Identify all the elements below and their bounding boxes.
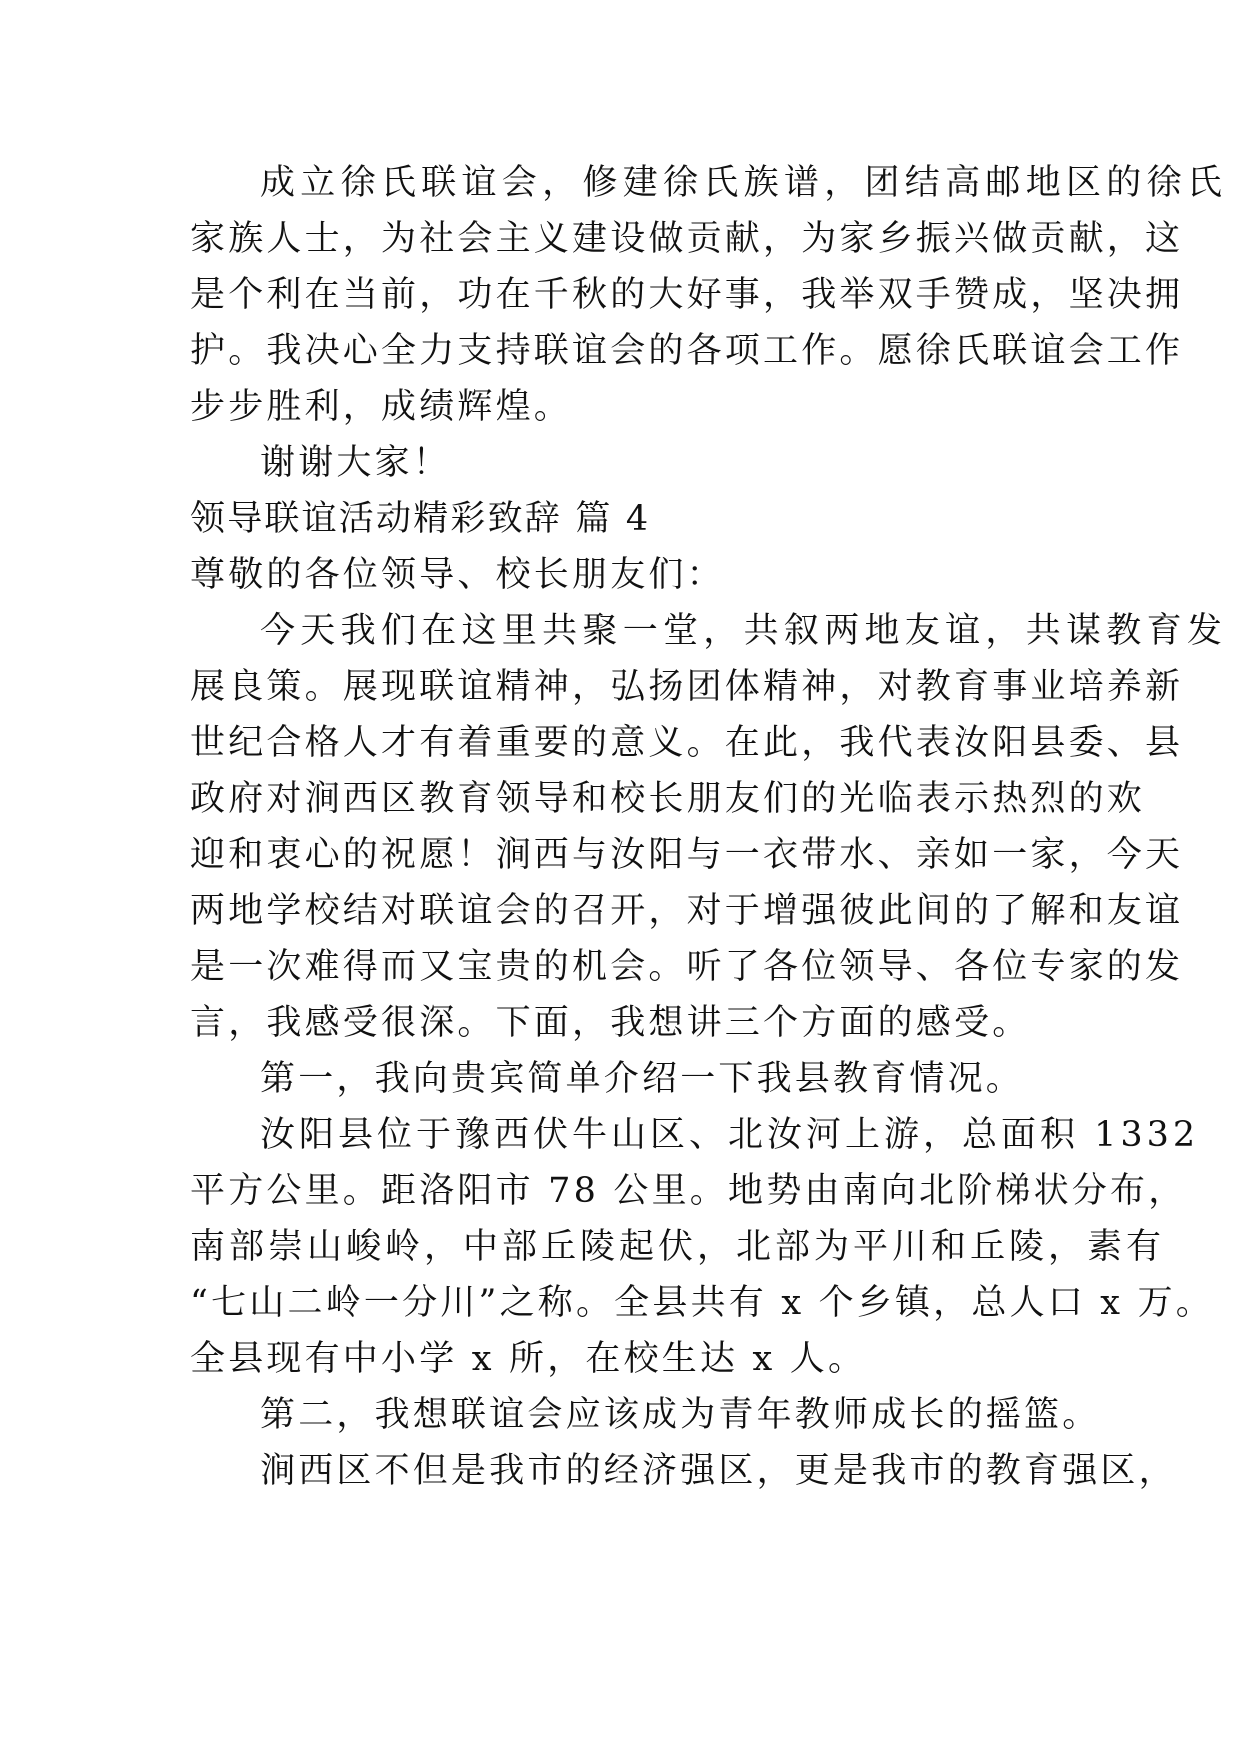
- paragraph-line: 全县现有中小学 x 所，在校生达 x 人。: [190, 1339, 867, 1379]
- paragraph-line: 家族人士，为社会主义建设做贡献，为家乡振兴做贡献，这: [190, 219, 1184, 259]
- paragraph-line: 步步胜利，成绩辉煌。: [190, 387, 573, 427]
- paragraph-line: 两地学校结对联谊会的召开，对于增强彼此间的了解和友谊: [190, 891, 1184, 931]
- closing-line: 谢谢大家！: [260, 443, 452, 483]
- paragraph-line: 第一，我向贵宾简单介绍一下我县教育情况。: [260, 1059, 1025, 1099]
- salutation-line: 尊敬的各位领导、校长朋友们：: [190, 555, 725, 595]
- paragraph-line: 成立徐氏联谊会，修建徐氏族谱，团结高邮地区的徐氏: [260, 163, 1228, 203]
- paragraph-line: 第二，我想联谊会应该成为青年教师成长的摇篮。: [260, 1395, 1101, 1435]
- paragraph-line: 汝阳县位于豫西伏牛山区、北汝河上游，总面积 1332: [260, 1115, 1200, 1155]
- paragraph-line: 迎和衷心的祝愿！涧西与汝阳与一衣带水、亲如一家，今天: [190, 835, 1184, 875]
- paragraph-line: 是一次难得而又宝贵的机会。听了各位领导、各位专家的发: [190, 947, 1184, 987]
- section-heading: 领导联谊活动精彩致辞 篇 4: [190, 499, 651, 539]
- paragraph-line: 平方公里。距洛阳市 78 公里。地势由南向北阶梯状分布，: [190, 1171, 1187, 1211]
- paragraph-line: 政府对涧西区教育领导和校长朋友们的光临表示热烈的欢: [190, 779, 1146, 819]
- paragraph-line: 世纪合格人才有着重要的意义。在此，我代表汝阳县委、县: [190, 723, 1184, 763]
- paragraph-line: 今天我们在这里共聚一堂，共叙两地友谊，共谋教育发: [260, 611, 1228, 651]
- paragraph-line: 南部崇山峻岭，中部丘陵起伏，北部为平川和丘陵，素有: [190, 1227, 1166, 1267]
- paragraph-line: 言，我感受很深。下面，我想讲三个方面的感受。: [190, 1003, 1031, 1043]
- paragraph-line: 护。我决心全力支持联谊会的各项工作。愿徐氏联谊会工作: [190, 331, 1184, 371]
- paragraph-line: “七山二岭一分川”之称。全县共有 x 个乡镇，总人口 x 万。: [190, 1283, 1214, 1323]
- paragraph-line: 展良策。展现联谊精神，弘扬团体精神，对教育事业培养新: [190, 667, 1184, 707]
- paragraph-line: 涧西区不但是我市的经济强区，更是我市的教育强区，: [260, 1451, 1177, 1491]
- paragraph-line: 是个利在当前，功在千秋的大好事，我举双手赞成，坚决拥: [190, 275, 1184, 315]
